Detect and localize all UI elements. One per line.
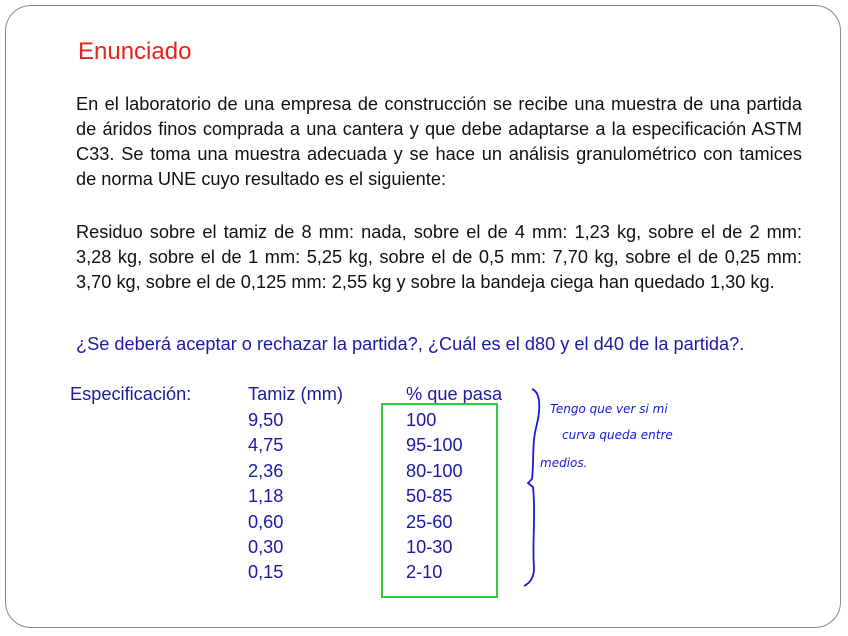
col-header-tamiz: Tamiz (mm) bbox=[248, 384, 343, 404]
pasa-value: 2-10 bbox=[406, 562, 443, 583]
tamiz-value: 0,15 bbox=[248, 562, 284, 583]
note-line-3: medios. bbox=[540, 456, 588, 470]
tamiz-value: 0,60 bbox=[248, 511, 284, 532]
question-paragraph: ¿Se deberá aceptar o rechazar la partida?, ¿Cuál es el d80 y el d40 de la partida?. bbox=[76, 334, 745, 354]
tamiz-value: 0,30 bbox=[248, 536, 284, 557]
pasa-value: 10-30 bbox=[406, 536, 453, 557]
note-line-1: Tengo que ver si mi bbox=[550, 402, 668, 416]
residue-paragraph: Residuo sobre el tamiz de 8 mm: nada, sobre el de 4 mm: 1,23 kg, sobre el de 2 mm: 3,28 kg, sobre el de 1 mm: 5,25 kg, sobre el de 0,5 mm: 7,70 kg, sobre el de 0,25 mm: 3,70 kg, sobre el de 0,125 mm: 2,55 kg y sobre la bandeja ciega han quedado 1,30 kg. bbox=[76, 222, 802, 292]
spec-label: Especificación: bbox=[70, 384, 192, 404]
tamiz-value: 4,75 bbox=[248, 435, 284, 456]
tamiz-value: 9,50 bbox=[248, 410, 284, 430]
curly-brace-icon bbox=[524, 389, 539, 586]
pasa-value: 50-85 bbox=[406, 486, 453, 507]
handwritten-annotation bbox=[520, 383, 750, 593]
pasa-value: 100 bbox=[406, 410, 437, 430]
pasa-value: 80-100 bbox=[406, 460, 463, 481]
tamiz-column bbox=[248, 408, 283, 586]
tamiz-value: 2,36 bbox=[248, 460, 284, 481]
statement-paragraph: En el laboratorio de una empresa de construcción se recibe una muestra de una partida de áridos finos comprada a una cantera y que debe adaptarse a la especificación ASTM C33. Se toma una muestra adecuada y se hace un análisis granulométrico con tamices de norma UNE cuyo resultado es el siguiente: bbox=[76, 94, 802, 189]
slide-title: Enunciado bbox=[78, 38, 192, 65]
note-line-2: curva queda entre bbox=[562, 428, 673, 442]
green-highlight-box bbox=[381, 403, 498, 598]
col-header-pasa: % que pasa bbox=[406, 384, 503, 404]
pasa-value: 95-100 bbox=[406, 435, 463, 456]
pasa-value: 25-60 bbox=[406, 511, 453, 532]
tamiz-value: 1,18 bbox=[248, 486, 284, 507]
